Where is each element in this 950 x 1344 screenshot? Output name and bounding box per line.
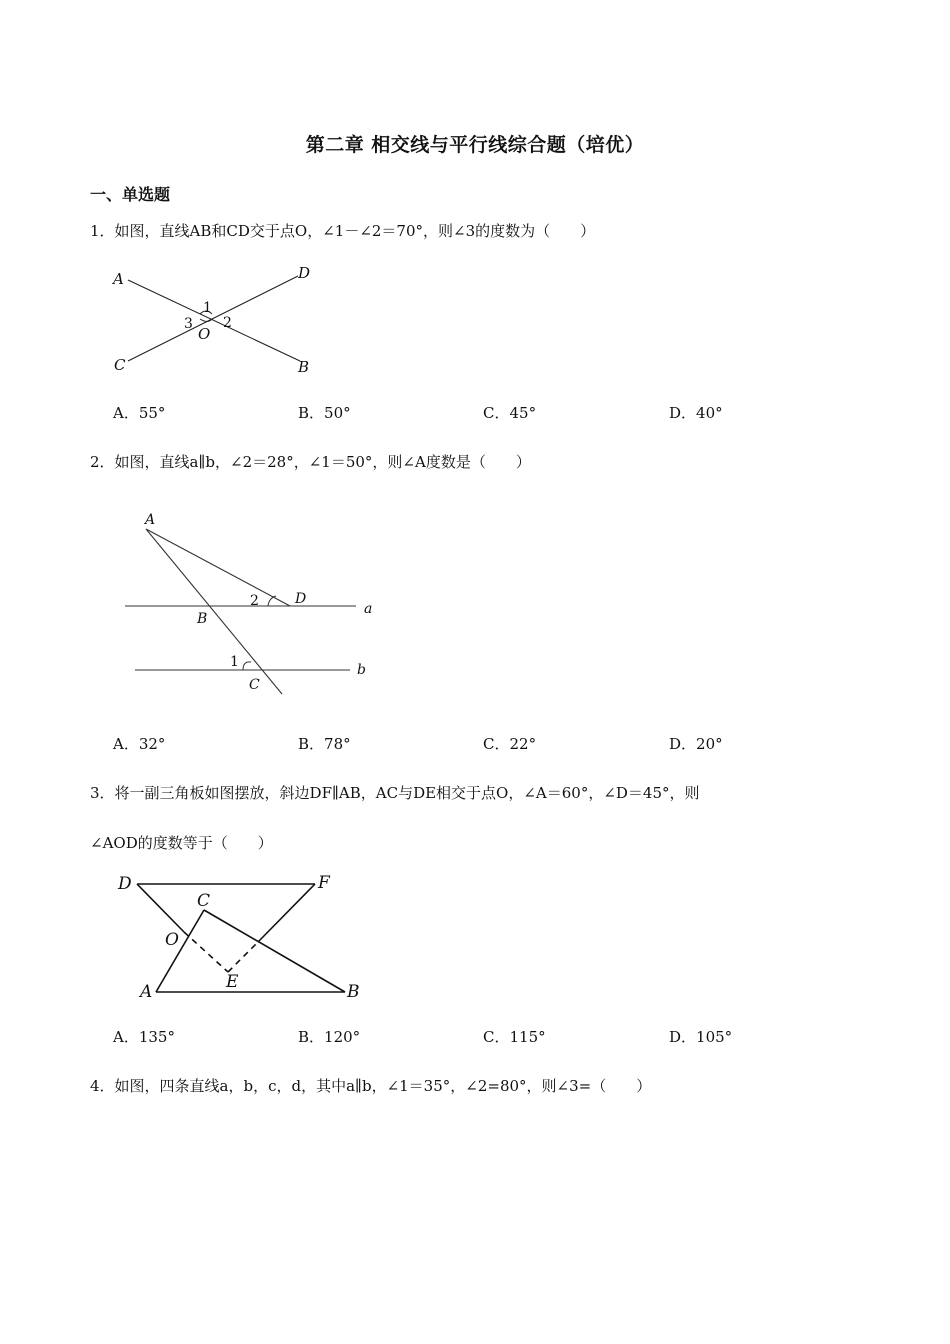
question-1-stem: 1．如图，直线AB和CD交于点O，∠1－∠2＝70°，则∠3的度数为（ ） — [90, 222, 596, 240]
question-3-option-d: D．105° — [669, 1028, 733, 1046]
fig1-label-D: D — [298, 264, 311, 282]
fig1-label-2: 2 — [223, 315, 232, 331]
question-2-figure — [110, 505, 390, 705]
question-3-option-b: B．120° — [298, 1028, 361, 1046]
question-2-option-b: B．78° — [298, 735, 351, 753]
question-3-stem-line-1: 3．将一副三角板如图摆放，斜边DF∥AB，AC与DE相交于点O，∠A＝60°，∠D＝45°，则 — [90, 784, 700, 802]
question-2-option-d: D．20° — [669, 735, 723, 753]
fig3-label-E: E — [226, 972, 239, 992]
question-1-figure — [100, 258, 340, 383]
fig1-label-3: 3 — [184, 316, 193, 332]
question-3-option-c: C．115° — [483, 1028, 546, 1046]
fig1-label-B: B — [298, 358, 310, 376]
question-1-option-d: D．40° — [669, 404, 723, 422]
fig2-label-a: a — [364, 601, 373, 617]
fig1-label-C: C — [114, 356, 126, 374]
question-1-option-c: C．45° — [483, 404, 537, 422]
fig2-label-C: C — [249, 677, 260, 693]
question-1-option-a: A．55° — [113, 404, 166, 422]
question-1-option-b: B．50° — [298, 404, 351, 422]
fig3-label-O: O — [165, 930, 179, 950]
fig2-label-2: 2 — [250, 593, 259, 609]
question-2-option-c: C．22° — [483, 735, 537, 753]
fig2-label-b: b — [357, 662, 366, 678]
fig1-label-A: A — [113, 270, 124, 288]
question-3-stem-line-2: ∠AOD的度数等于（ ） — [90, 834, 273, 852]
fig2-label-B: B — [197, 611, 208, 627]
question-2-stem: 2．如图，直线a∥b，∠2＝28°，∠1＝50°，则∠A度数是（ ） — [90, 453, 531, 471]
fig3-label-D: D — [118, 874, 132, 894]
fig2-label-D: D — [295, 591, 307, 607]
fig3-label-C: C — [197, 891, 211, 911]
question-4-stem: 4．如图，四条直线a，b，c，d，其中a∥b，∠1＝35°，∠2=80°，则∠3=（ ） — [90, 1077, 652, 1095]
fig1-label-1: 1 — [203, 300, 212, 316]
fig3-label-F: F — [318, 873, 330, 893]
question-3-option-a: A．135° — [113, 1028, 175, 1046]
page-title: 第二章 相交线与平行线综合题（培优） — [305, 134, 645, 156]
section-heading: 一、单选题 — [90, 185, 171, 204]
fig3-label-B: B — [347, 982, 360, 1002]
question-3-figure — [110, 868, 370, 1008]
question-2-option-a: A．32° — [113, 735, 166, 753]
fig1-label-O: O — [198, 325, 211, 343]
fig2-label-1: 1 — [230, 654, 239, 670]
fig3-label-A: A — [140, 982, 153, 1002]
fig2-label-A: A — [145, 512, 156, 528]
